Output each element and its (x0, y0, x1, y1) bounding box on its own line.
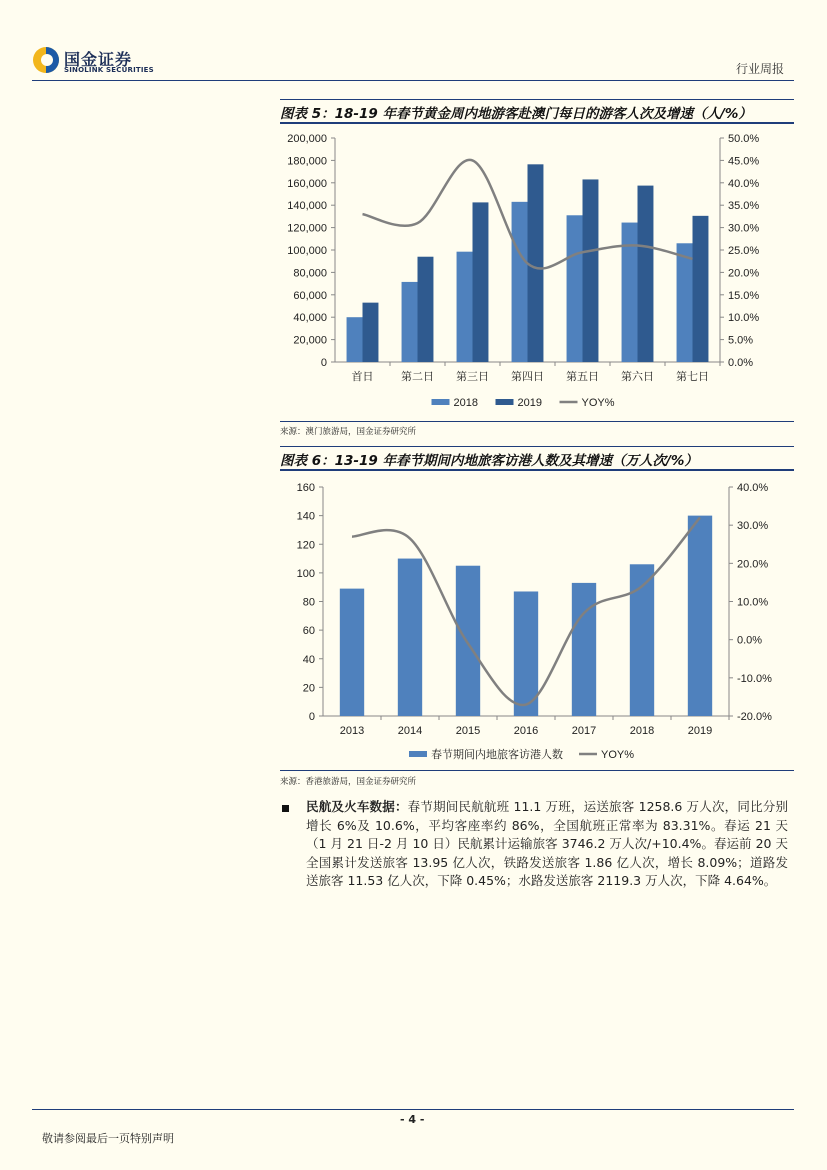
figure6-title: 图表 6：13-19 年春节期间内地旅客访港人数及其增速（万人次/%） (280, 453, 698, 469)
figure5-source: 来源：澳门旅游局，国金证券研究所 (280, 427, 417, 437)
macau-y2-tick-label: 45.0% (728, 155, 760, 168)
macau-y2-tick-label: 5.0% (728, 334, 754, 347)
macau-y-tick-label: 20,000 (293, 334, 327, 347)
macau-legend-swatch (432, 399, 450, 405)
macau-bar-2019 (473, 202, 489, 362)
macau-x-tick-label: 第五日 (566, 371, 599, 383)
footer-disclaimer: 敬请参阅最后一页特别声明 (42, 1132, 174, 1145)
aviation-rail-paragraph (306, 798, 788, 891)
macau-y2-tick-label: 15.0% (728, 289, 760, 302)
macau-legend-label: 2018 (453, 397, 478, 409)
figure6-bottom-rule (280, 770, 794, 771)
footer-divider (32, 1109, 794, 1110)
macau-bar-2019 (528, 164, 544, 362)
logo-chinese-name: 国金证券 (64, 50, 133, 69)
hk-y-tick-label: 140 (296, 510, 315, 523)
bullet-marker (282, 805, 289, 812)
figure6-top-rule (280, 446, 794, 447)
macau-y-tick-label: 80,000 (293, 267, 327, 280)
report-type-label: 行业周报 (735, 62, 784, 76)
figure5-top-rule (280, 99, 794, 100)
macau-bar-2018 (457, 252, 473, 362)
macau-bar-2019 (583, 179, 599, 362)
paragraph-body: 春节期间民航航班 11.1 万班，运送旅客 1258.6 万人次，同比分别增长 6%及 10.6%，平均客座率约 86%，全国航班正常率为 83.31%。春运 21 天（1 月 21 日-2 月 10 日）民航累计运输旅客 3746.2 万人次/+10.4%。春运前 20 天全国累计发送旅客 13.95 亿人次，铁路发送旅客 1.86 亿人次，增长 8.09%；道路发送旅客 11.53 亿人次，下降 0.45%；水路发送旅客 2119.3 万人次，下降 4.64%。 (306, 799, 788, 889)
hk-bar-春节期间内地旅客访港人数 (340, 589, 364, 716)
macau-y2-tick-label: 0.0% (728, 357, 754, 369)
macau-y-tick-label: 180,000 (287, 155, 327, 168)
macau-x-tick-label: 第四日 (511, 371, 544, 383)
hk-legend-label: 春节期间内地旅客访港人数 (431, 749, 563, 761)
hk-bar-春节期间内地旅客访港人数 (398, 559, 422, 716)
macau-x-tick-label: 第七日 (676, 371, 709, 383)
hk-y-tick-label: 120 (296, 539, 315, 552)
macau-bar-2018 (512, 202, 528, 362)
macau-bar-2018 (402, 282, 418, 362)
header-divider (32, 80, 794, 81)
macau-bar-2019 (638, 186, 654, 362)
hk-y2-tick-label: 0.0% (737, 634, 763, 647)
paragraph-bold-lead: 民航及火车数据： (306, 799, 408, 814)
macau-x-tick-label: 第六日 (621, 371, 654, 383)
hk-bar-春节期间内地旅客访港人数 (456, 566, 480, 716)
macau-bar-2018 (622, 223, 638, 362)
hk-y-tick-label: 100 (296, 567, 315, 580)
macau-y2-tick-label: 40.0% (728, 177, 760, 190)
hk-x-tick-label: 2017 (571, 725, 597, 737)
figure5-bottom-rule (280, 421, 794, 422)
macau-legend-label: 2019 (517, 397, 542, 409)
hk-x-tick-label: 2013 (339, 725, 365, 737)
macau-y2-tick-label: 50.0% (728, 133, 760, 145)
figure5-title: 图表 5：18-19 年春节黄金周内地游客赴澳门每日的游客人次及增速（人/%） (280, 106, 752, 122)
macau-x-tick-label: 首日 (351, 371, 374, 383)
hk-y2-tick-label: -20.0% (737, 711, 772, 723)
hk-visitors-chart (280, 472, 794, 768)
figure6-title-rule (280, 469, 794, 471)
hk-bar-春节期间内地旅客访港人数 (572, 583, 596, 716)
macau-y2-tick-label: 25.0% (728, 245, 760, 257)
macau-bar-2019 (693, 216, 709, 362)
hk-y-tick-label: 40 (302, 653, 315, 666)
macau-bar-2018 (677, 243, 693, 362)
macau-legend-label: YOY% (581, 397, 615, 409)
hk-y2-tick-label: 40.0% (737, 482, 769, 494)
macau-y-tick-label: 140,000 (287, 200, 327, 213)
hk-x-tick-label: 2015 (455, 725, 481, 737)
hk-x-tick-label: 2016 (513, 725, 539, 737)
macau-y-tick-label: 100,000 (287, 245, 327, 257)
macau-y-tick-label: 160,000 (287, 177, 327, 190)
macau-bar-2019 (418, 257, 434, 362)
macau-y-tick-label: 120,000 (287, 222, 327, 235)
hk-x-tick-label: 2018 (629, 725, 655, 737)
hk-y-tick-label: 80 (302, 596, 315, 609)
hk-y-tick-label: 20 (302, 682, 315, 695)
hk-bar-春节期间内地旅客访港人数 (688, 516, 712, 716)
macau-y-tick-label: 60,000 (293, 289, 327, 302)
hk-x-tick-label: 2019 (687, 725, 713, 737)
macau-x-tick-label: 第三日 (456, 371, 489, 383)
macau-y-tick-label: 200,000 (287, 133, 327, 145)
hk-y2-tick-label: 30.0% (737, 520, 769, 533)
sinolink-logo-icon (32, 46, 60, 74)
page-number: - 4 - (400, 1113, 425, 1126)
macau-bar-2018 (347, 317, 363, 362)
hk-legend-label: YOY% (601, 749, 635, 761)
macau-visitors-chart (280, 126, 794, 420)
macau-y-tick-label: 40,000 (293, 312, 327, 325)
hk-y-tick-label: 160 (296, 482, 315, 494)
hk-y2-tick-label: -10.0% (737, 672, 772, 685)
hk-y2-tick-label: 20.0% (737, 558, 769, 571)
hk-legend-swatch (409, 751, 427, 757)
logo-english-name: SINOLINK SECURITIES (64, 66, 154, 74)
macau-y-tick-label: 0 (320, 357, 327, 369)
macau-y2-tick-label: 35.0% (728, 200, 760, 213)
hk-y-tick-label: 0 (308, 711, 315, 723)
macau-y2-tick-label: 10.0% (728, 312, 760, 325)
figure6-source: 来源：香港旅游局，国金证券研究所 (280, 777, 417, 787)
macau-y2-tick-label: 20.0% (728, 267, 760, 280)
hk-y-tick-label: 60 (302, 625, 315, 638)
hk-y2-tick-label: 10.0% (737, 596, 769, 609)
macau-x-tick-label: 第二日 (401, 371, 434, 383)
macau-legend-swatch (496, 399, 514, 405)
macau-bar-2019 (363, 303, 379, 362)
macau-bar-2018 (567, 215, 583, 362)
macau-y2-tick-label: 30.0% (728, 222, 760, 235)
hk-x-tick-label: 2014 (397, 725, 423, 737)
figure5-title-rule (280, 122, 794, 124)
